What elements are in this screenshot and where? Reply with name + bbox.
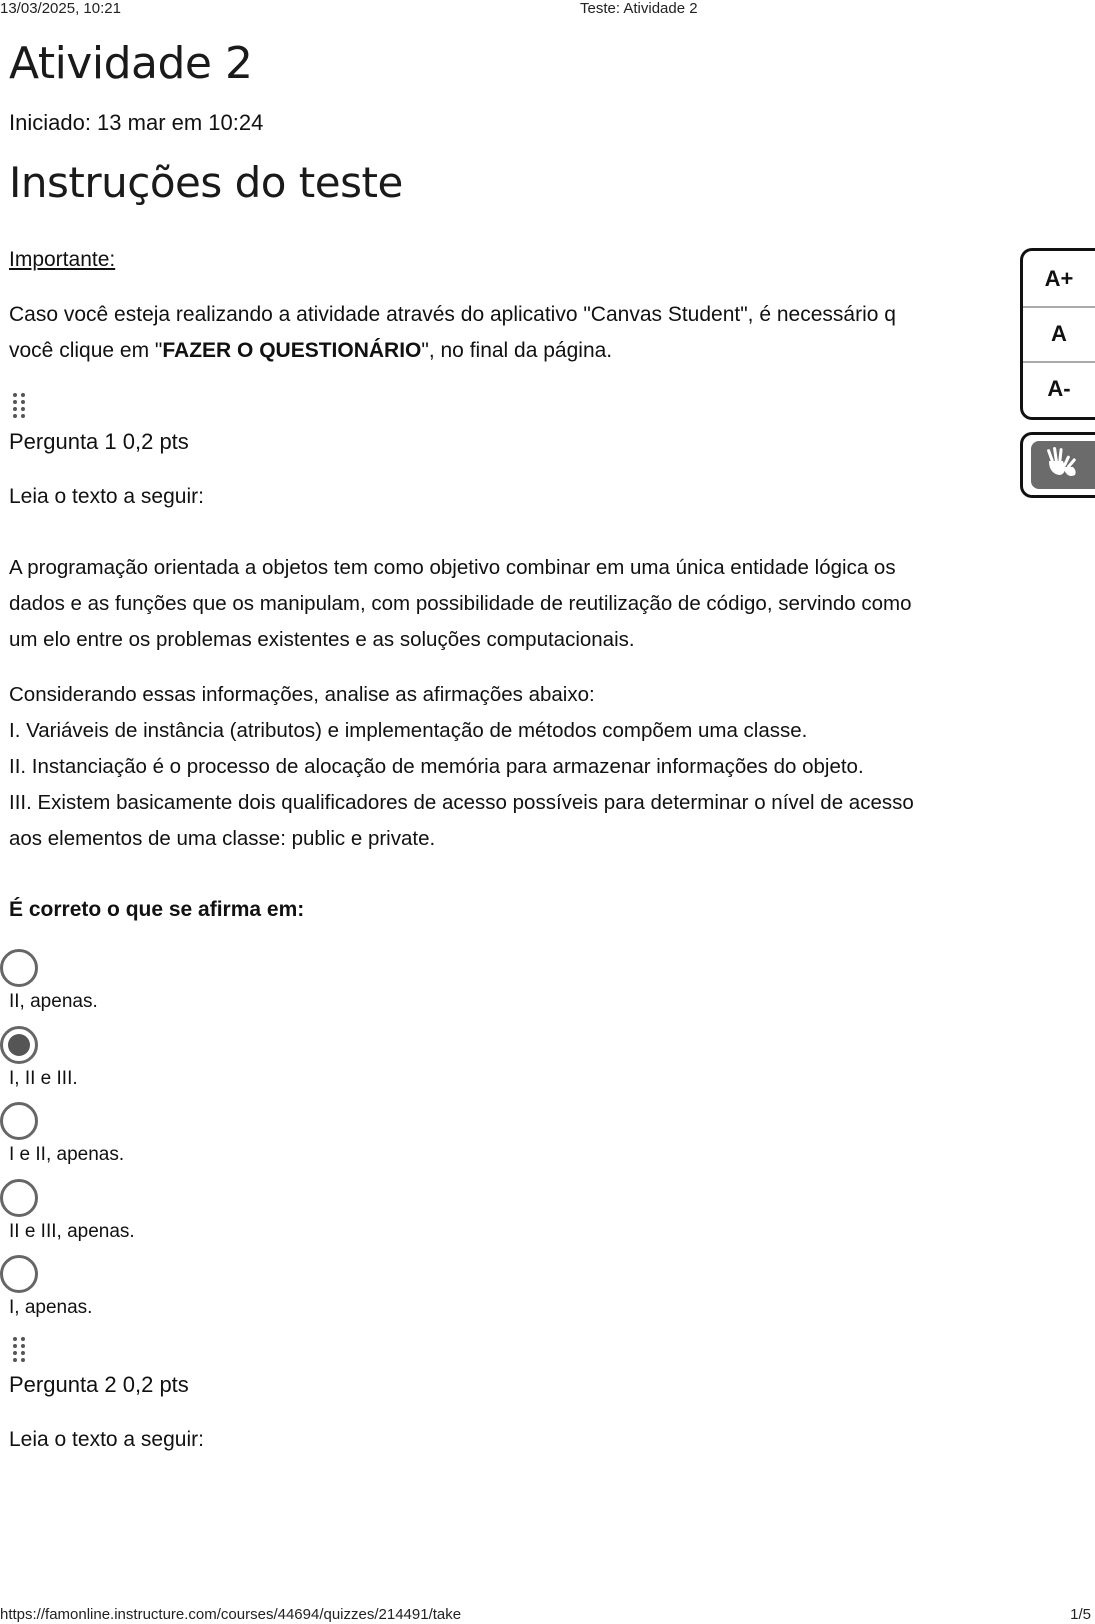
drag-handle-icon[interactable] <box>13 1337 27 1363</box>
paragraph-line: A programação orientada a objetos tem como objetivo combinar em uma única entidade lógica os <box>9 556 896 579</box>
print-url: https://famonline.instructure.com/courses/44694/quizzes/214491/take <box>0 1606 462 1623</box>
statement-line: Considerando essas informações, analise as afirmações abaixo: <box>9 683 595 706</box>
answer-option[interactable] <box>9 1026 409 1092</box>
radio-button[interactable] <box>0 1179 38 1217</box>
answer-option[interactable] <box>9 949 409 1015</box>
statement-line: I. Variáveis de instância (atributos) e implementação de métodos compõem uma classe. <box>9 719 808 742</box>
print-datetime: 13/03/2025, 10:21 <box>0 0 121 17</box>
font-decrease-button[interactable]: A- <box>1047 376 1071 401</box>
instructions-line-1: Caso você esteja realizando a atividade através do aplicativo "Canvas Student", é necessário q <box>9 303 896 326</box>
paragraph-line: dados e as funções que os manipulam, com possibilidade de reutilização de código, servindo como <box>9 592 912 615</box>
font-increase-button[interactable]: A+ <box>1044 266 1074 291</box>
statement-line: III. Existem basicamente dois qualificadores de acesso possíveis para determinar o nível de acesso <box>9 791 914 814</box>
question-1-paragraph <box>9 550 1084 658</box>
instructions-line-2 <box>9 333 1019 369</box>
answer-option-label[interactable]: I, apenas. <box>9 1297 93 1318</box>
question-2-header: Pergunta 2 0,2 pts <box>9 1372 189 1397</box>
sign-language-hands-icon <box>1043 445 1083 485</box>
paragraph-line: um elo entre os problemas existentes e as soluções computacionais. <box>9 628 635 651</box>
question-1-lead: Leia o texto a seguir: <box>9 485 204 508</box>
print-page-count: 1/5 <box>1070 1606 1091 1623</box>
answer-option-label[interactable]: I, II e III. <box>9 1068 78 1089</box>
font-size-widget <box>1020 248 1095 420</box>
question-1-statements <box>9 677 1084 857</box>
drag-handle-icon[interactable] <box>13 393 27 419</box>
radio-button[interactable] <box>0 1255 38 1293</box>
print-header <box>0 0 1095 18</box>
instructions-title: Instruções do teste <box>9 158 403 207</box>
radio-button[interactable] <box>0 949 38 987</box>
answer-option[interactable] <box>9 1179 409 1245</box>
answer-option-label[interactable]: II e III, apenas. <box>9 1221 135 1242</box>
important-label: Importante: <box>9 248 116 271</box>
statement-line: II. Instanciação é o processo de alocação de memória para armazenar informações do objeto. <box>9 755 864 778</box>
print-footer <box>0 1606 1095 1624</box>
radio-button[interactable] <box>0 1102 38 1140</box>
sign-language-button[interactable] <box>1020 432 1095 498</box>
font-reset-button[interactable]: A <box>1051 321 1067 346</box>
answer-option-label[interactable]: I e II, apenas. <box>9 1144 125 1165</box>
statement-line: aos elementos de uma classe: public e private. <box>9 827 436 850</box>
answer-option[interactable] <box>9 1102 409 1168</box>
question-2-lead: Leia o texto a seguir: <box>9 1428 204 1451</box>
answer-option[interactable] <box>9 1255 409 1321</box>
instructions-line-2-prefix: você clique em " <box>9 339 163 362</box>
question-1-prompt: É correto o que se afirma em: <box>9 898 305 921</box>
instructions-line-2-suffix: ", no final da página. <box>421 339 613 362</box>
print-page-title: Teste: Atividade 2 <box>580 0 698 17</box>
answer-option-label[interactable]: II, apenas. <box>9 991 98 1012</box>
quiz-started-time: Iniciado: 13 mar em 10:24 <box>9 110 264 135</box>
question-1-header: Pergunta 1 0,2 pts <box>9 429 189 454</box>
instructions-line-2-bold: FAZER O QUESTIONÁRIO <box>162 339 422 362</box>
instructions-text <box>9 297 1019 369</box>
page-title: Atividade 2 <box>9 38 253 89</box>
sign-language-panel <box>1031 441 1095 489</box>
radio-button-selected[interactable] <box>0 1026 38 1064</box>
